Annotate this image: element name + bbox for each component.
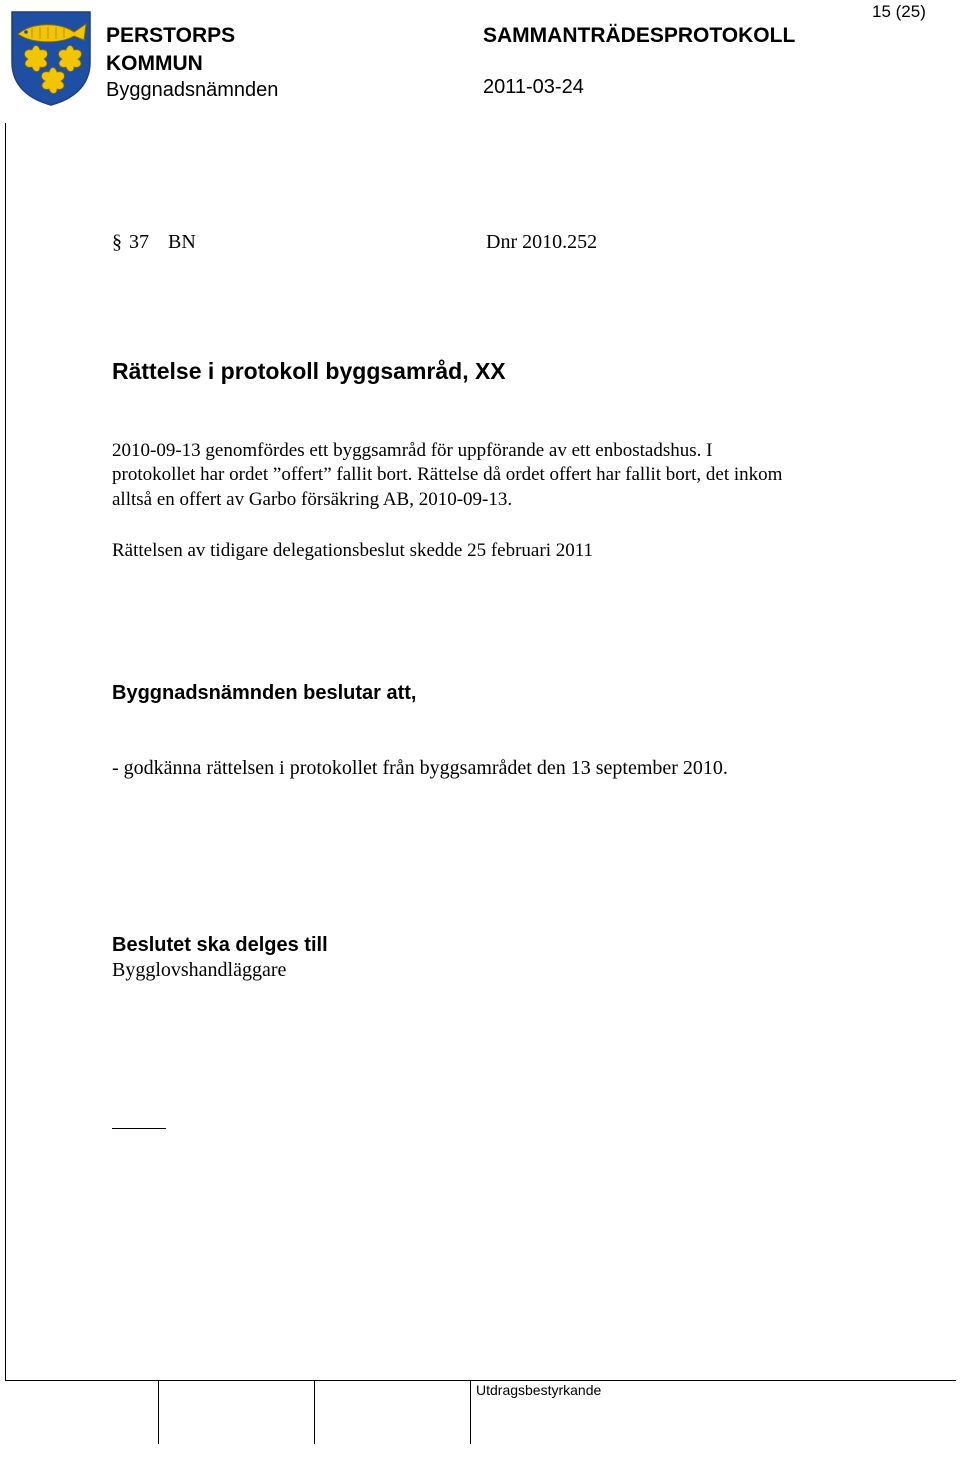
paragraph-line: 2010-09-13 genomfördes ett byggsamråd för uppförande av ett enbostadshus. I — [112, 440, 713, 461]
left-margin-line — [5, 123, 6, 1380]
municipal-crest-icon — [10, 10, 92, 106]
section-number: 37 — [129, 231, 149, 253]
decision-heading: Byggnadsnämnden beslutar att, — [112, 682, 417, 704]
department-name: Byggnadsnämnden — [106, 79, 279, 101]
paragraph-line: protokollet har ordet ”offert” fallit bort. Rättelse då ordet offert har fallit bort, det inkom — [112, 464, 783, 485]
paragraph-line: alltså en offert av Garbo försäkring AB, 2010-09-13. — [112, 489, 513, 510]
distribution-recipient: Bygglovshandläggare — [112, 959, 287, 981]
signature-line — [112, 1128, 166, 1129]
page-title: Rättelse i protokoll byggsamråd, XX — [112, 358, 506, 384]
footer-table-divider — [314, 1380, 315, 1444]
footer-table-divider — [470, 1380, 471, 1444]
footer-table-top — [5, 1380, 956, 1381]
distribution-heading: Beslutet ska delges till — [112, 934, 328, 956]
page-number: 15 (25) — [872, 2, 926, 21]
section-symbol: § — [112, 231, 122, 253]
document-type: SAMMANTRÄDESPROTOKOLL — [483, 24, 796, 47]
decision-item: - godkänna rättelsen i protokollet från byggsamrådet den 13 september 2010. — [112, 757, 728, 779]
meeting-date: 2011-03-24 — [483, 76, 584, 98]
paragraph: Rättelsen av tidigare delegationsbeslut skedde 25 februari 2011 — [112, 540, 594, 561]
certification-label: Utdragsbestyrkande — [476, 1382, 602, 1398]
section-body: BN — [168, 231, 196, 253]
org-name-line1: PERSTORPS — [106, 24, 236, 47]
org-name-line2: KOMMUN — [106, 52, 203, 75]
footer-table-divider — [158, 1380, 159, 1444]
dnr-number: Dnr 2010.252 — [486, 231, 598, 253]
